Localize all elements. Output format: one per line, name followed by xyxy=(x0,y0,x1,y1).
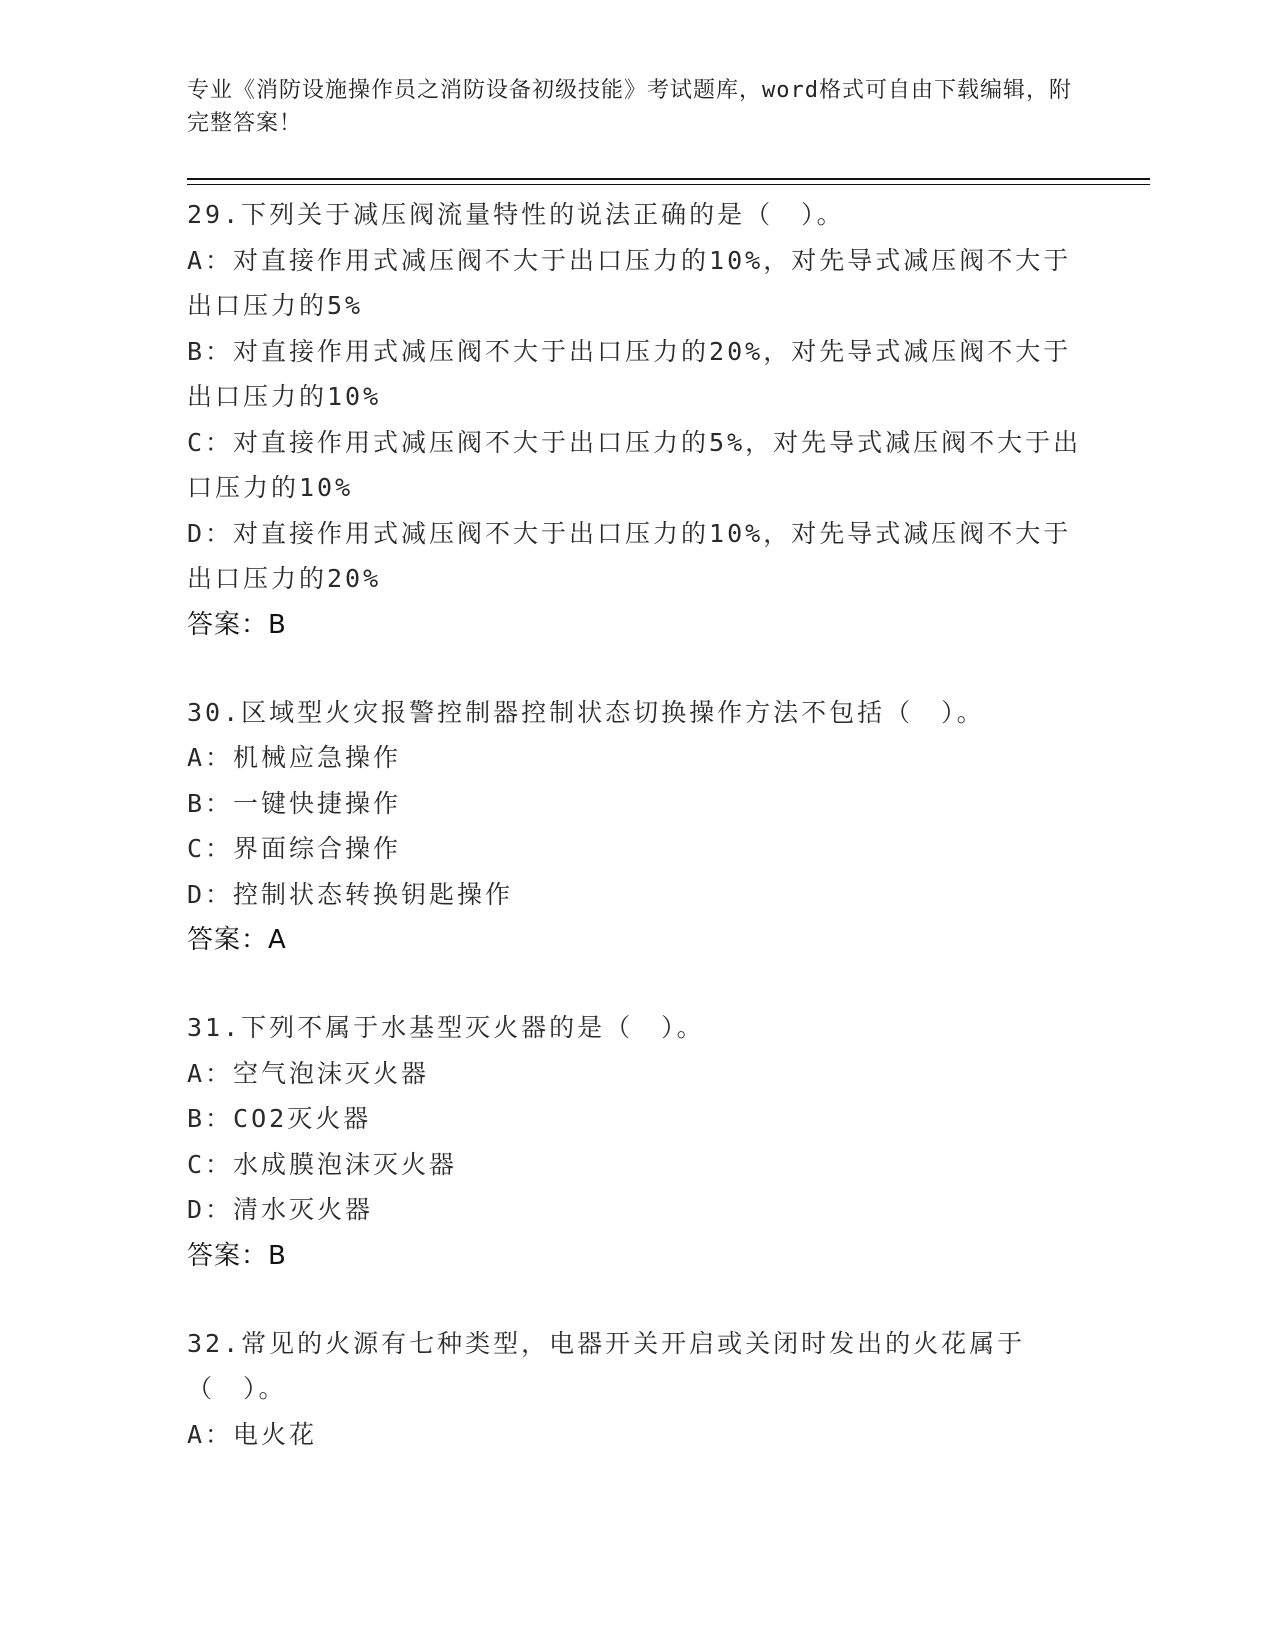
question-list xyxy=(187,192,1087,1499)
header-divider-thick xyxy=(187,178,1150,180)
document-header: 专业《消防设施操作员之消防设备初级技能》考试题库，word格式可自由下载编辑，附完整答案！ xyxy=(187,78,1072,136)
option-a: A：对直接作用式减压阀不大于出口压力的10%，对先导式减压阀不大于出口压力的5% xyxy=(187,245,1072,320)
option-a: A：机械应急操作 xyxy=(187,743,402,772)
answer-line: 答案：A xyxy=(187,925,287,955)
option-d: D：对直接作用式减压阀不大于出口压力的10%，对先导式减压阀不大于出口压力的20% xyxy=(187,518,1072,593)
answer-line: 答案：B xyxy=(187,1240,287,1271)
question-stem: 30.区域型火灾报警控制器控制状态切换操作方法不包括（ ）。 xyxy=(187,697,985,727)
option-c: C：水成膜泡沫灭火器 xyxy=(187,1149,458,1179)
option-c: C：界面综合操作 xyxy=(187,834,402,863)
option-d: D：清水灭火器 xyxy=(187,1195,374,1224)
option-b: B：一键快捷操作 xyxy=(187,788,402,818)
question-stem: 31.下列不属于水基型灭火器的是（ ）。 xyxy=(187,1013,705,1042)
option-a: A：空气泡沫灭火器 xyxy=(187,1058,430,1088)
question-31 xyxy=(187,1005,1087,1279)
question-32 xyxy=(187,1321,1087,1458)
option-d: D：控制状态转换钥匙操作 xyxy=(187,879,514,909)
question-29 xyxy=(187,192,1087,648)
option-b: B：对直接作用式减压阀不大于出口压力的20%，对先导式减压阀不大于出口压力的10% xyxy=(187,336,1072,411)
question-stem: 29.下列关于减压阀流量特性的说法正确的是（ ）。 xyxy=(187,200,845,229)
option-b: B：CO2灭火器 xyxy=(187,1104,372,1133)
option-a: A：电火花 xyxy=(187,1419,318,1449)
answer-line: 答案：B xyxy=(187,609,287,640)
option-c: C：对直接作用式减压阀不大于出口压力的5%，对先导式减压阀不大于出口压力的10% xyxy=(187,427,1082,502)
question-30 xyxy=(187,690,1087,964)
header-divider-thin xyxy=(187,184,1150,185)
question-stem: 32.常见的火源有七种类型，电器开关开启或关闭时发出的火花属于（ ）。 xyxy=(187,1328,1026,1403)
